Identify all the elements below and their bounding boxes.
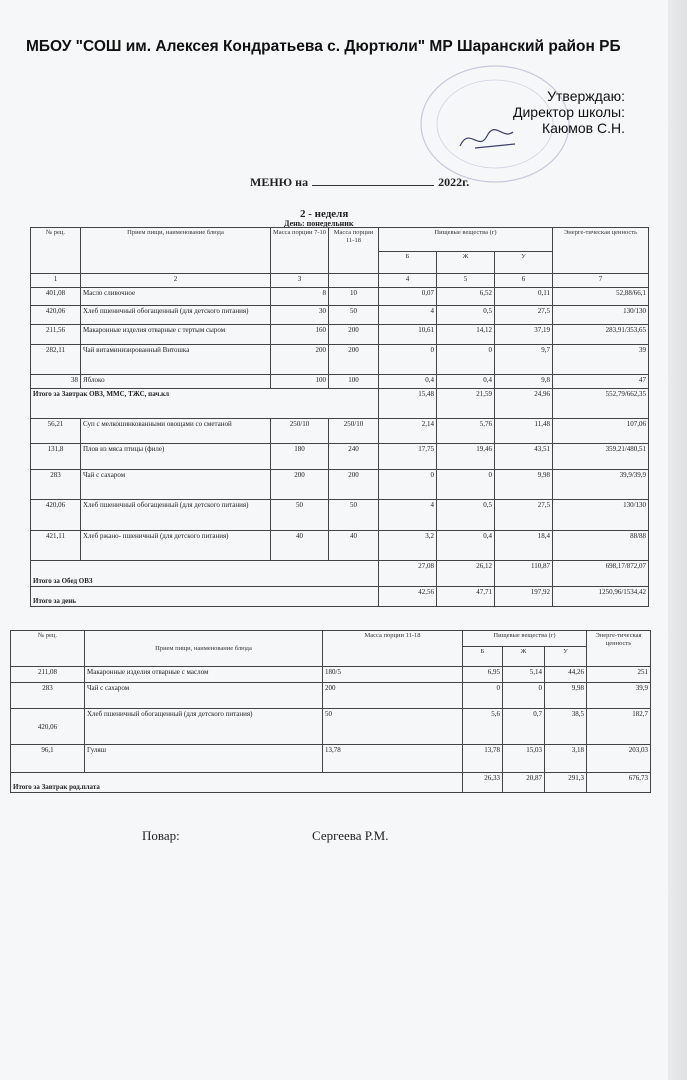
- cell-num: 96,1: [11, 745, 85, 773]
- cell-b: 0: [379, 345, 437, 375]
- header-mass2: Масса порции 11-18: [329, 228, 379, 274]
- cell-u: 44,26: [545, 667, 587, 683]
- cell-b: 10,61: [379, 325, 437, 345]
- menu-table-paid: [10, 630, 651, 793]
- cell-u: 27,5: [495, 500, 553, 531]
- header-mass1: Масса порции 7-10: [271, 228, 329, 274]
- table-row: [31, 375, 649, 389]
- breakfast-total-row: [31, 389, 649, 419]
- cell-mass1: 30: [271, 306, 329, 325]
- cell-num: 420,06: [31, 306, 81, 325]
- cell-u: 38,5: [545, 709, 587, 745]
- cell-mass2: 200: [329, 325, 379, 345]
- header-u: У: [495, 252, 553, 274]
- header-name: Прием пищи, наименование блюда: [81, 228, 271, 274]
- cell-num: 283: [11, 683, 85, 709]
- cell-mass2: 50: [329, 500, 379, 531]
- breakfast-total-label: Итого за Завтрак ОВЗ, ММС, ТЖС, пач.кл: [31, 389, 379, 419]
- cell-energy: 552,79/662,35: [553, 389, 649, 419]
- cell-mass2: 50: [329, 306, 379, 325]
- cell-zh: 14,12: [437, 325, 495, 345]
- cell-mass: 200: [323, 683, 463, 709]
- cell-zh: 26,12: [437, 561, 495, 587]
- header-name: Прием пищи, наименование блюда: [85, 631, 323, 667]
- cell-name: Суп с мелкошинкованными овощами со сметаной: [81, 419, 271, 444]
- cell-num: 131,8: [31, 444, 81, 470]
- cell-mass2: 240: [329, 444, 379, 470]
- cell-zh: 19,46: [437, 444, 495, 470]
- cell-energy: 359,21/480,51: [553, 444, 649, 470]
- menu-year: 2022г.: [438, 175, 470, 189]
- col-number: 3: [271, 274, 329, 288]
- header-energy: Энерге-тическая ценность: [587, 631, 651, 667]
- cell-name: Плов из мяса птицы (филе): [81, 444, 271, 470]
- menu-title: [250, 175, 469, 190]
- header-b: Б: [379, 252, 437, 274]
- col-number: 2: [81, 274, 271, 288]
- cell-zh: 20,87: [503, 773, 545, 793]
- cell-b: 6,95: [463, 667, 503, 683]
- cell-name: Макаронные изделия отварные с маслом: [85, 667, 323, 683]
- cell-u: 197,92: [495, 587, 553, 607]
- table-row: [31, 419, 649, 444]
- paid-total-row: [11, 773, 651, 793]
- cell-b: 4: [379, 500, 437, 531]
- week-label: 2 - неделя: [300, 208, 349, 220]
- signature-mark: [455, 118, 525, 158]
- cell-u: 43,51: [495, 444, 553, 470]
- cell-name: Хлеб пшеничный обогащенный (для детского питания): [85, 709, 323, 745]
- cell-b: 0: [463, 683, 503, 709]
- cell-energy: 52,88/66,1: [553, 288, 649, 306]
- table-row: [31, 325, 649, 345]
- lunch-total-label: Итого за Обед ОВЗ: [31, 561, 379, 587]
- day-total-label: Итого за день: [31, 587, 379, 607]
- cell-mass: 50: [323, 709, 463, 745]
- cell-energy: 698,17/872,07: [553, 561, 649, 587]
- cell-zh: 0,5: [437, 306, 495, 325]
- cell-zh: 21,59: [437, 389, 495, 419]
- cell-b: 13,78: [463, 745, 503, 773]
- table-row: [11, 745, 651, 773]
- cell-u: 37,19: [495, 325, 553, 345]
- cell-zh: 0,5: [437, 500, 495, 531]
- cell-energy: 203,03: [587, 745, 651, 773]
- cell-mass2: 40: [329, 531, 379, 561]
- director-name: Каюмов С.Н.: [541, 120, 625, 136]
- menu-table-main: [30, 227, 649, 607]
- cell-b: 0,4: [379, 375, 437, 389]
- cell-energy: 182,7: [587, 709, 651, 745]
- cell-mass1: 8: [271, 288, 329, 306]
- cell-mass1: 50: [271, 500, 329, 531]
- cell-energy: 283,91/353,65: [553, 325, 649, 345]
- cell-energy: 47: [553, 375, 649, 389]
- cell-u: 11,48: [495, 419, 553, 444]
- col-number: 1: [31, 274, 81, 288]
- cell-num: 211,08: [11, 667, 85, 683]
- cell-u: 27,5: [495, 306, 553, 325]
- cell-energy: 130/130: [553, 306, 649, 325]
- page-edge: [668, 0, 687, 1080]
- cell-b: 42,56: [379, 587, 437, 607]
- cell-mass1: 250/10: [271, 419, 329, 444]
- table-row: [31, 345, 649, 375]
- table-row: [31, 470, 649, 500]
- cell-mass1: 40: [271, 531, 329, 561]
- date-blank-line: [312, 185, 434, 186]
- table-row: [31, 531, 649, 561]
- header-energy: Энерге-тическая ценность: [553, 228, 649, 274]
- cell-mass1: 180: [271, 444, 329, 470]
- cell-name: Хлеб пшеничный обогащенный (для детского питания): [81, 500, 271, 531]
- cell-num: 56,21: [31, 419, 81, 444]
- day-label: День: понедельник: [284, 219, 354, 228]
- cell-mass2: 200: [329, 345, 379, 375]
- cell-num: 420,06: [31, 500, 81, 531]
- cell-name: Яблоко: [81, 375, 271, 389]
- table-row: [11, 667, 651, 683]
- cell-zh: 0: [437, 345, 495, 375]
- cell-u: 291,3: [545, 773, 587, 793]
- lunch-total-row: [31, 561, 649, 587]
- cell-b: 2,14: [379, 419, 437, 444]
- cell-mass2: 250/10: [329, 419, 379, 444]
- cell-b: 5,6: [463, 709, 503, 745]
- cell-zh: 5,14: [503, 667, 545, 683]
- cell-energy: 107,06: [553, 419, 649, 444]
- cell-num: 211,56: [31, 325, 81, 345]
- cell-energy: 88/88: [553, 531, 649, 561]
- cell-u: 24,96: [495, 389, 553, 419]
- cell-energy: 251: [587, 667, 651, 683]
- table-row: [31, 444, 649, 470]
- cell-zh: 5,76: [437, 419, 495, 444]
- cell-energy: 39,9/39,9: [553, 470, 649, 500]
- col-number: 4: [379, 274, 437, 288]
- cell-b: 3,2: [379, 531, 437, 561]
- table-row: [31, 306, 649, 325]
- cell-b: 27,08: [379, 561, 437, 587]
- cell-name: Хлеб ржано- пшеничный (для детского питания): [81, 531, 271, 561]
- cook-name: Сергеева Р.М.: [312, 828, 389, 843]
- header-mass: Масса порции 11-18: [323, 631, 463, 667]
- cell-energy: 676,73: [587, 773, 651, 793]
- paid-total-label: Итого за Завтрак род.плата: [11, 773, 463, 793]
- cell-zh: 6,52: [437, 288, 495, 306]
- header-u: У: [545, 647, 587, 667]
- cell-u: 18,4: [495, 531, 553, 561]
- cell-zh: 0,4: [437, 375, 495, 389]
- cell-num: 283: [31, 470, 81, 500]
- table-row: [31, 500, 649, 531]
- header-nutrients: Пищевые вещества (г): [379, 228, 553, 252]
- cell-u: 110,87: [495, 561, 553, 587]
- cell-name: Хлеб пшеничный обогащенный (для детского питания): [81, 306, 271, 325]
- cell-name: Гуляш: [85, 745, 323, 773]
- header-nutrients: Пищевые вещества (г): [463, 631, 587, 647]
- cell-mass1: 160: [271, 325, 329, 345]
- menu-label: МЕНЮ на: [250, 175, 309, 189]
- header-num: № рец.: [31, 228, 81, 274]
- table-row: [11, 709, 651, 745]
- cell-zh: 0,7: [503, 709, 545, 745]
- header-num: № рец.: [11, 631, 85, 667]
- cell-mass1: 100: [271, 375, 329, 389]
- col-number: 5: [437, 274, 495, 288]
- cell-num: 282,11: [31, 345, 81, 375]
- cell-name: Чай с сахаром: [85, 683, 323, 709]
- cell-u: 9,98: [495, 470, 553, 500]
- col-number: 7: [553, 274, 649, 288]
- cell-b: 17,75: [379, 444, 437, 470]
- numbering-row: [31, 274, 649, 288]
- cell-energy: 130/130: [553, 500, 649, 531]
- cell-b: 26,33: [463, 773, 503, 793]
- cell-name: Чай с сахаром: [81, 470, 271, 500]
- cell-num: 38: [31, 375, 81, 389]
- col-number: [329, 274, 379, 288]
- cell-mass2: 10: [329, 288, 379, 306]
- cell-zh: 47,71: [437, 587, 495, 607]
- cell-b: 15,48: [379, 389, 437, 419]
- cell-mass: 13,78: [323, 745, 463, 773]
- approve-label: Утверждаю:: [547, 88, 625, 104]
- cell-mass2: 200: [329, 470, 379, 500]
- cell-u: 9,98: [545, 683, 587, 709]
- table-row: [11, 683, 651, 709]
- table-row: [31, 288, 649, 306]
- cell-energy: 39: [553, 345, 649, 375]
- day-total-row: [31, 587, 649, 607]
- cell-mass2: 100: [329, 375, 379, 389]
- cell-zh: 15,03: [503, 745, 545, 773]
- cell-num: 421,11: [31, 531, 81, 561]
- cell-u: 3,18: [545, 745, 587, 773]
- cell-energy: 1250,96/1534,42: [553, 587, 649, 607]
- cell-u: 9,8: [495, 375, 553, 389]
- header-zh: Ж: [437, 252, 495, 274]
- cell-u: 0,11: [495, 288, 553, 306]
- cell-name: Масло сливочное: [81, 288, 271, 306]
- cell-zh: 0: [503, 683, 545, 709]
- cell-zh: 0: [437, 470, 495, 500]
- col-number: 6: [495, 274, 553, 288]
- cook-label: Повар:: [142, 828, 180, 843]
- school-name: МБОУ "СОШ им. Алексея Кондратьева с. Дюртюли" МР Шаранский район РБ: [26, 38, 621, 55]
- header-zh: Ж: [503, 647, 545, 667]
- cell-name: Чай витаминизированный Витошка: [81, 345, 271, 375]
- cell-name: Макаронные изделия отварные с тертым сыром: [81, 325, 271, 345]
- cell-b: 0: [379, 470, 437, 500]
- cell-mass: 180/5: [323, 667, 463, 683]
- cell-b: 4: [379, 306, 437, 325]
- cell-num: 401,08: [31, 288, 81, 306]
- cell-mass1: 200: [271, 470, 329, 500]
- director-position: Директор школы:: [513, 104, 625, 120]
- cell-u: 9,7: [495, 345, 553, 375]
- cell-b: 0,07: [379, 288, 437, 306]
- cell-energy: 39,9: [587, 683, 651, 709]
- cell-num: 420,06: [11, 709, 85, 745]
- cell-zh: 0,4: [437, 531, 495, 561]
- cell-mass1: 200: [271, 345, 329, 375]
- header-b: Б: [463, 647, 503, 667]
